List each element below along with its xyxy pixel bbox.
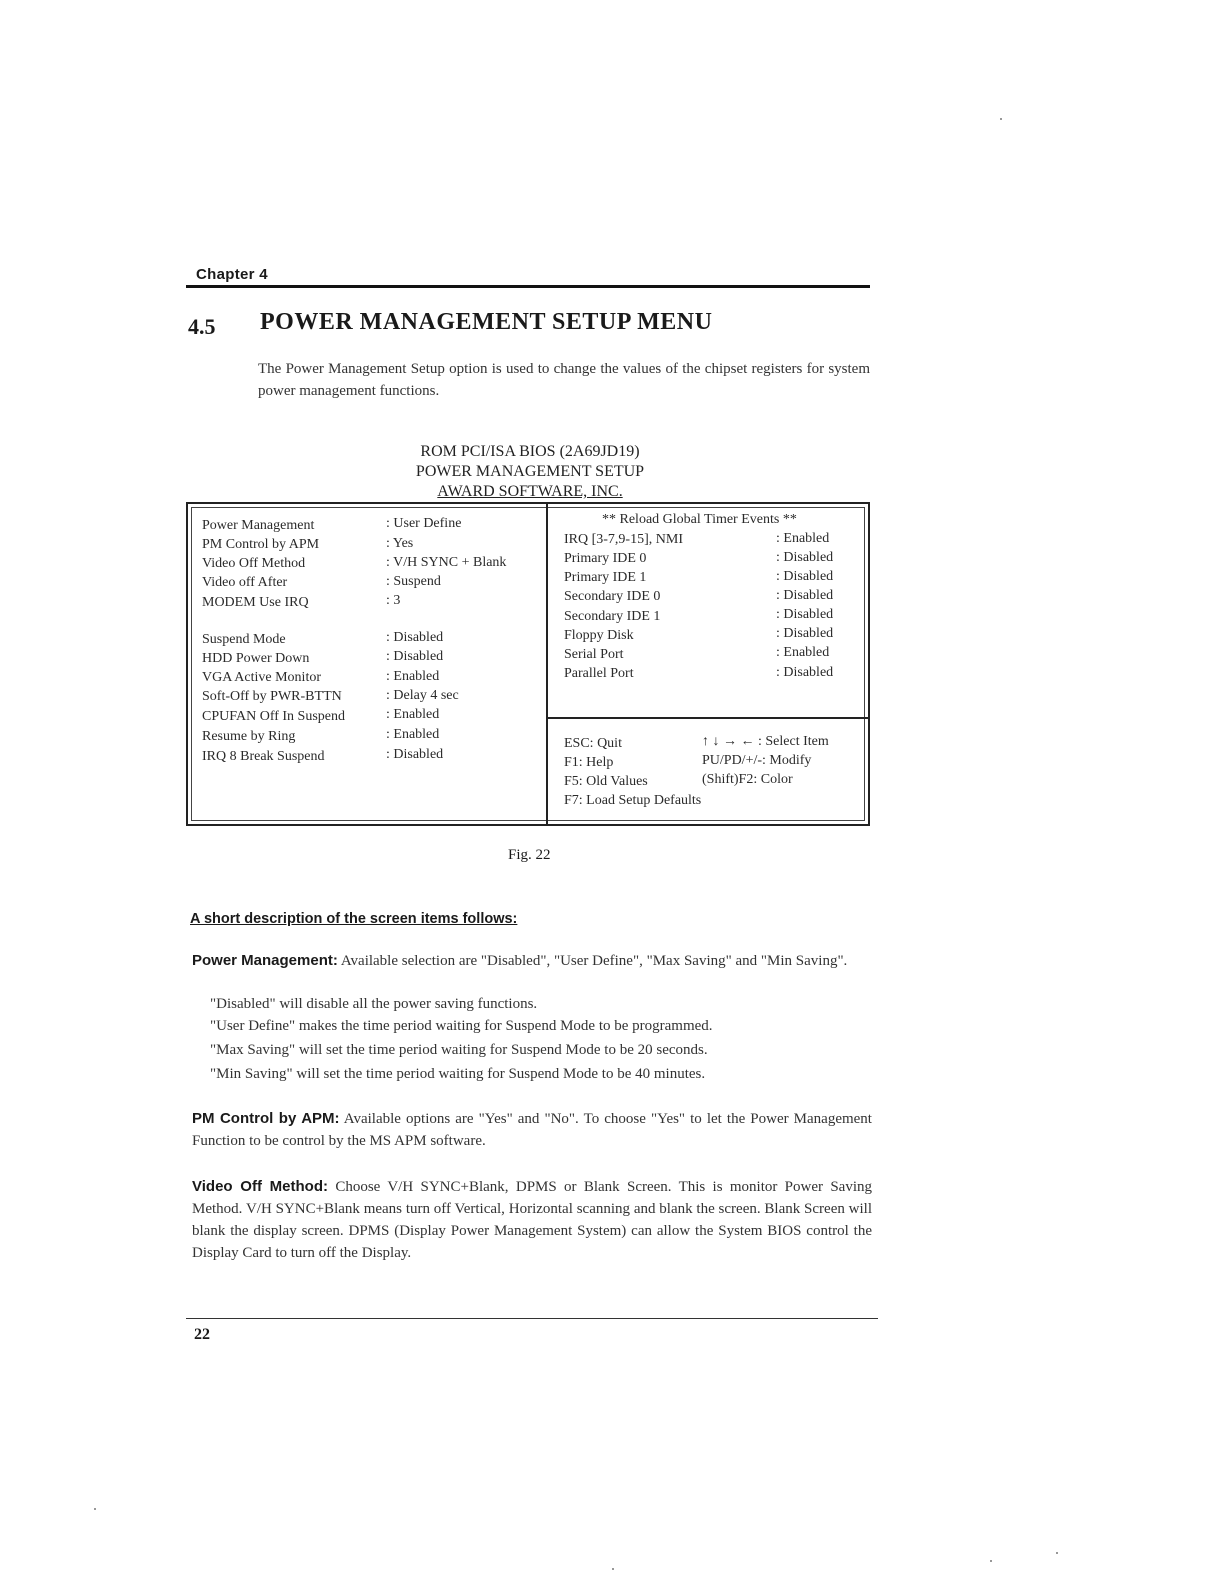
description-heading: A short description of the screen items follows: xyxy=(190,911,518,927)
setting-value: : 3 xyxy=(386,593,401,608)
figure-caption: Fig. 22 xyxy=(508,847,551,863)
setting-value: : Disabled xyxy=(386,747,444,762)
setting-value: : Yes xyxy=(386,536,414,551)
scan-speck xyxy=(94,1508,96,1510)
setting-label: MODEM Use IRQ xyxy=(202,595,309,610)
scan-speck xyxy=(612,1568,614,1570)
key-modify: PU/PD/+/-: Modify xyxy=(702,753,812,768)
event-label: Serial Port xyxy=(564,647,624,662)
bios-header-line-3: AWARD SOFTWARE, INC. xyxy=(437,483,623,500)
video-off-term: Video Off Method: xyxy=(192,1178,328,1195)
event-value: : Disabled xyxy=(776,665,834,680)
setting-value: : Enabled xyxy=(386,727,440,742)
option-min-saving: "Min Saving" will set the time period waiting for Suspend Mode to be 40 minutes. xyxy=(210,1066,706,1082)
scan-speck xyxy=(990,1560,992,1562)
setting-label: IRQ 8 Break Suspend xyxy=(202,749,325,764)
option-disabled: "Disabled" will disable all the power saving functions. xyxy=(210,996,538,1012)
intro-paragraph: The Power Management Setup option is used to change the values of the chipset registers for system power management functions. xyxy=(258,361,870,399)
bios-screen xyxy=(186,502,870,826)
event-label: Parallel Port xyxy=(564,666,634,681)
pm-control-text: Available options are "Yes" and "No". To choose "Yes" to let the Power Management Function to be control by the MS APM software. xyxy=(192,1111,872,1149)
setting-label: PM Control by APM xyxy=(202,537,320,552)
video-off-description xyxy=(192,1176,872,1264)
footer-rule xyxy=(186,1318,878,1319)
event-value: : Disabled xyxy=(776,550,834,565)
setting-label: Power Management xyxy=(202,518,315,533)
key-load-defaults: F7: Load Setup Defaults xyxy=(564,793,702,808)
power-management-text: Available selection are "Disabled", "User Define", "Max Saving" and "Min Saving". xyxy=(340,953,848,969)
setting-label: VGA Active Monitor xyxy=(202,670,321,685)
setting-label: CPUFAN Off In Suspend xyxy=(202,709,345,724)
power-management-term: Power Management: xyxy=(192,952,338,969)
event-value: : Disabled xyxy=(776,626,834,641)
scan-speck xyxy=(1056,1552,1058,1554)
event-value: : Disabled xyxy=(776,588,834,603)
header-rule xyxy=(186,285,870,288)
option-max-saving: "Max Saving" will set the time period waiting for Suspend Mode to be 20 seconds. xyxy=(210,1042,708,1058)
event-label: Secondary IDE 1 xyxy=(564,609,661,624)
setting-value: : Disabled xyxy=(386,649,444,664)
event-label: Secondary IDE 0 xyxy=(564,589,661,604)
timer-events-title: ** Reload Global Timer Events ** xyxy=(602,512,797,527)
bios-keys-divider xyxy=(548,717,868,719)
video-off-text: Choose V/H SYNC+Blank, DPMS or Blank Screen. This is monitor Power Saving Method. V/H SYNC+Blank means turn off Vertical, Horizontal scanning and blank the screen. Blank Screen will blank the display screen. DPMS (Display Power Management System) can allow the System BIOS control the Display Card to turn off the Display. xyxy=(192,1179,872,1261)
power-management-description xyxy=(192,950,872,972)
setting-value: : Disabled xyxy=(386,630,444,645)
section-number: 4.5 xyxy=(188,314,216,339)
bios-column-divider xyxy=(546,504,548,824)
event-label: Floppy Disk xyxy=(564,628,634,643)
pm-control-description xyxy=(192,1108,872,1152)
event-value: : Enabled xyxy=(776,531,830,546)
key-escape: ESC: Quit xyxy=(564,736,622,751)
setting-label: Video Off Method xyxy=(202,556,306,571)
section-title: POWER MANAGEMENT SETUP MENU xyxy=(260,309,713,335)
setting-value: : Delay 4 sec xyxy=(386,688,459,703)
setting-label: Suspend Mode xyxy=(202,632,286,647)
event-value: : Enabled xyxy=(776,645,830,660)
key-color: (Shift)F2: Color xyxy=(702,772,793,787)
event-label: Primary IDE 1 xyxy=(564,570,647,585)
chapter-label: Chapter 4 xyxy=(196,266,268,283)
setting-label: Video off After xyxy=(202,575,288,590)
scan-speck xyxy=(1000,118,1002,120)
setting-value: : Enabled xyxy=(386,707,440,722)
bios-header-line-2: POWER MANAGEMENT SETUP xyxy=(415,463,645,480)
setting-value: : V/H SYNC + Blank xyxy=(386,555,507,570)
event-value: : Disabled xyxy=(776,569,834,584)
setting-label: Soft-Off by PWR-BTTN xyxy=(202,689,342,704)
option-user-define: "User Define" makes the time period waiting for Suspend Mode to be programmed. xyxy=(210,1018,713,1034)
setting-value: : User Define xyxy=(386,516,462,531)
event-label: Primary IDE 0 xyxy=(564,551,647,566)
event-value: : Disabled xyxy=(776,607,834,622)
key-select-item: ↑ ↓ → ← : Select Item xyxy=(702,734,829,749)
setting-value: : Suspend xyxy=(386,574,441,589)
bios-header-line-1: ROM PCI/ISA BIOS (2A69JD19) xyxy=(420,443,640,460)
key-help: F1: Help xyxy=(564,755,614,770)
setting-label: HDD Power Down xyxy=(202,651,310,666)
pm-control-term: PM Control by APM: xyxy=(192,1110,340,1127)
key-old-values: F5: Old Values xyxy=(564,774,648,789)
page-number: 22 xyxy=(194,1326,210,1343)
setting-value: : Enabled xyxy=(386,669,440,684)
event-label: IRQ [3-7,9-15], NMI xyxy=(564,532,683,547)
setting-label: Resume by Ring xyxy=(202,729,296,744)
